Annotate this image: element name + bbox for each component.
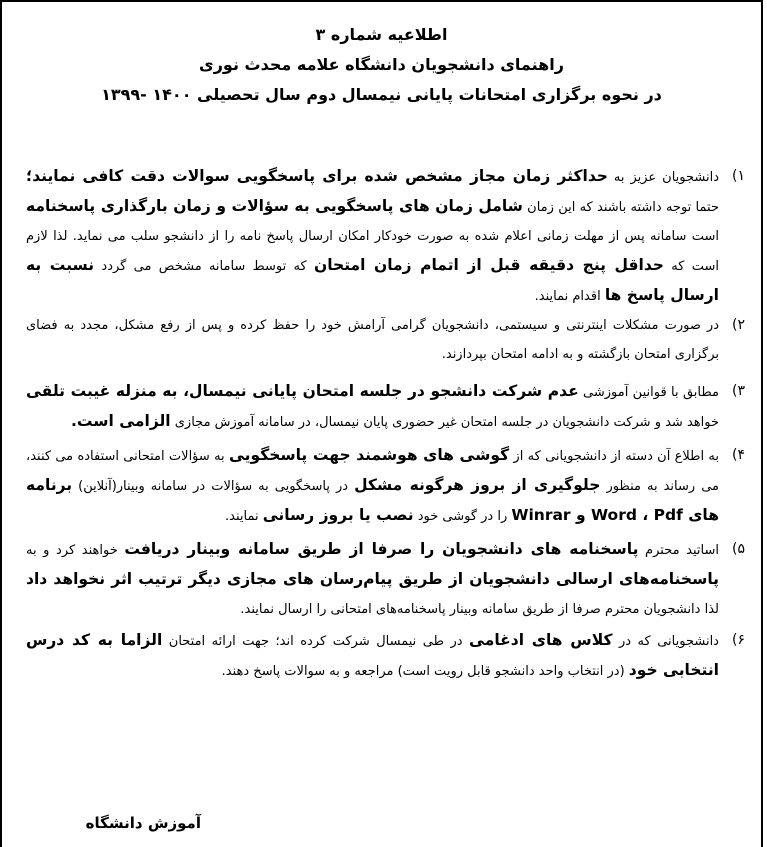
body-text: دانشجویانی که در [612,634,719,649]
emphasized-text: حداکثر زمان مجاز مشخص شده برای پاسخگویی سوالات دقت کافی نمایند؛ [26,167,608,185]
announcement-title: راهنمای دانشجویان دانشگاه علامه محدث نوری [199,55,564,74]
body-text: نمایند. [225,509,263,524]
item-number: ۲) [732,317,745,333]
instructions-list [26,162,745,686]
body-text: است سامانه پس از مهلت زمانی اعلام شده به صورت خودکار امکان ارسال پاسخ نامه را از دانشجو سلب می نماید. لذا لازم است که [26,229,719,274]
item-text [26,162,719,311]
emphasized-text: حداقل پنج دقیقه قبل از اتمام زمان امتحان [313,256,664,274]
emphasized-text: شامل زمان های پاسخگویی به سؤالات و زمان بارگذاری پاسخنامه [26,197,523,215]
emphasized-text: پاسخنامه های دانشجویان را صرفا از طریق سامانه وبینار دریافت [124,540,639,558]
item-number: ۳) [732,383,745,399]
body-text: خواهد شد و شرکت دانشجویان در جلسه امتحان غیر حضوری پایان نیمسال، در سامانه آموزش مجازی [170,415,719,430]
body-text: در طی نیمسال شرکت کرده اند؛ جهت ارائه امتحان [162,634,470,649]
item-text [26,441,719,531]
announcement-number: اطلاعیه شماره ۳ [315,25,448,44]
body-text: به سؤالات امتحانی استفاده می کنند، می رساند به منظور [26,449,719,494]
emphasized-text: کلاس های ادغامی [469,631,613,649]
emphasized-text: نسبت به ارسال پاسخ ها [26,256,719,304]
body-text: در پاسخگویی به سؤالات در سامانه وبینار(آنلاین) [72,479,355,494]
body-text: خواهند کرد و به [26,543,125,558]
item-text [26,535,719,624]
item-number: ۴) [732,447,745,463]
body-text: اقدام نمایند. [534,289,605,304]
body-text: را در گوشی خود [413,509,512,524]
emphasized-text: پاسخنامه‌های ارسالی دانشجویان از طریق پیام‌رسان های مجازی دیگر ترتیب اثر نخواهد داد [26,570,719,588]
emphasized-text: برنامه های Word ، Pdf و Winrar [26,476,719,524]
body-text: در صورت مشکلات اینترنتی و سیستمی، دانشجویان گرامی آرامش خود را حفظ کرده و پس از رفع مشکل، مجدد به فضای برگزاری امتحان بازگشته و به ادامه امتحان بپردازند. [26,318,719,362]
body-text: حتما توجه داشته باشند که این زمان [522,200,719,215]
signature: آموزش دانشگاه [85,814,201,832]
body-text: (در انتخاب واحد دانشجو قابل رویت است) مراجعه و به سوالات پاسخ دهند. [221,664,629,679]
emphasized-text: الزامی است. [71,412,171,430]
item-text [26,626,719,686]
instruction-item [26,535,745,624]
body-text: اساتید محترم [638,543,719,558]
instruction-item [26,626,745,686]
body-text: به اطلاع آن دسته از دانشجویانی که از [509,449,719,464]
emphasized-text: گوشی های هوشمند جهت پاسخگویی [228,446,510,464]
instruction-item [26,441,745,531]
instruction-item [26,311,745,369]
instruction-item [26,162,745,311]
emphasized-text: نصب یا بروز رسانی [262,506,414,524]
emphasized-text: الزاما به کد درس انتخابی خود [26,631,719,679]
body-text: که توسط سامانه مشخص می گردد [94,259,314,274]
item-text [26,311,719,369]
item-text [26,377,719,437]
item-number: ۵) [732,541,745,557]
item-number: ۱) [732,168,745,184]
body-text: لذا دانشجویان محترم صرفا از طریق سامانه وبینار پاسخنامه‌های امتحانی را ارسال نمایند. [240,602,719,617]
announcement-header [2,20,761,110]
body-text: مطابق با قوانین آموزشی [578,385,719,400]
announcement-subtitle: در نحوه برگزاری امتحانات پایانی نیمسال دوم سال تحصیلی ۱۴۰۰ -۱۳۹۹ [101,85,662,104]
emphasized-text: عدم شرکت دانشجو در جلسه امتحان پایانی نیمسال، به منزله غیبت تلقی [26,382,579,400]
item-number: ۶) [732,632,745,648]
body-text: دانشجویان عزیز به [607,170,719,185]
instruction-item [26,377,745,437]
emphasized-text: جلوگیری از بروز هرگونه مشکل [354,476,601,494]
